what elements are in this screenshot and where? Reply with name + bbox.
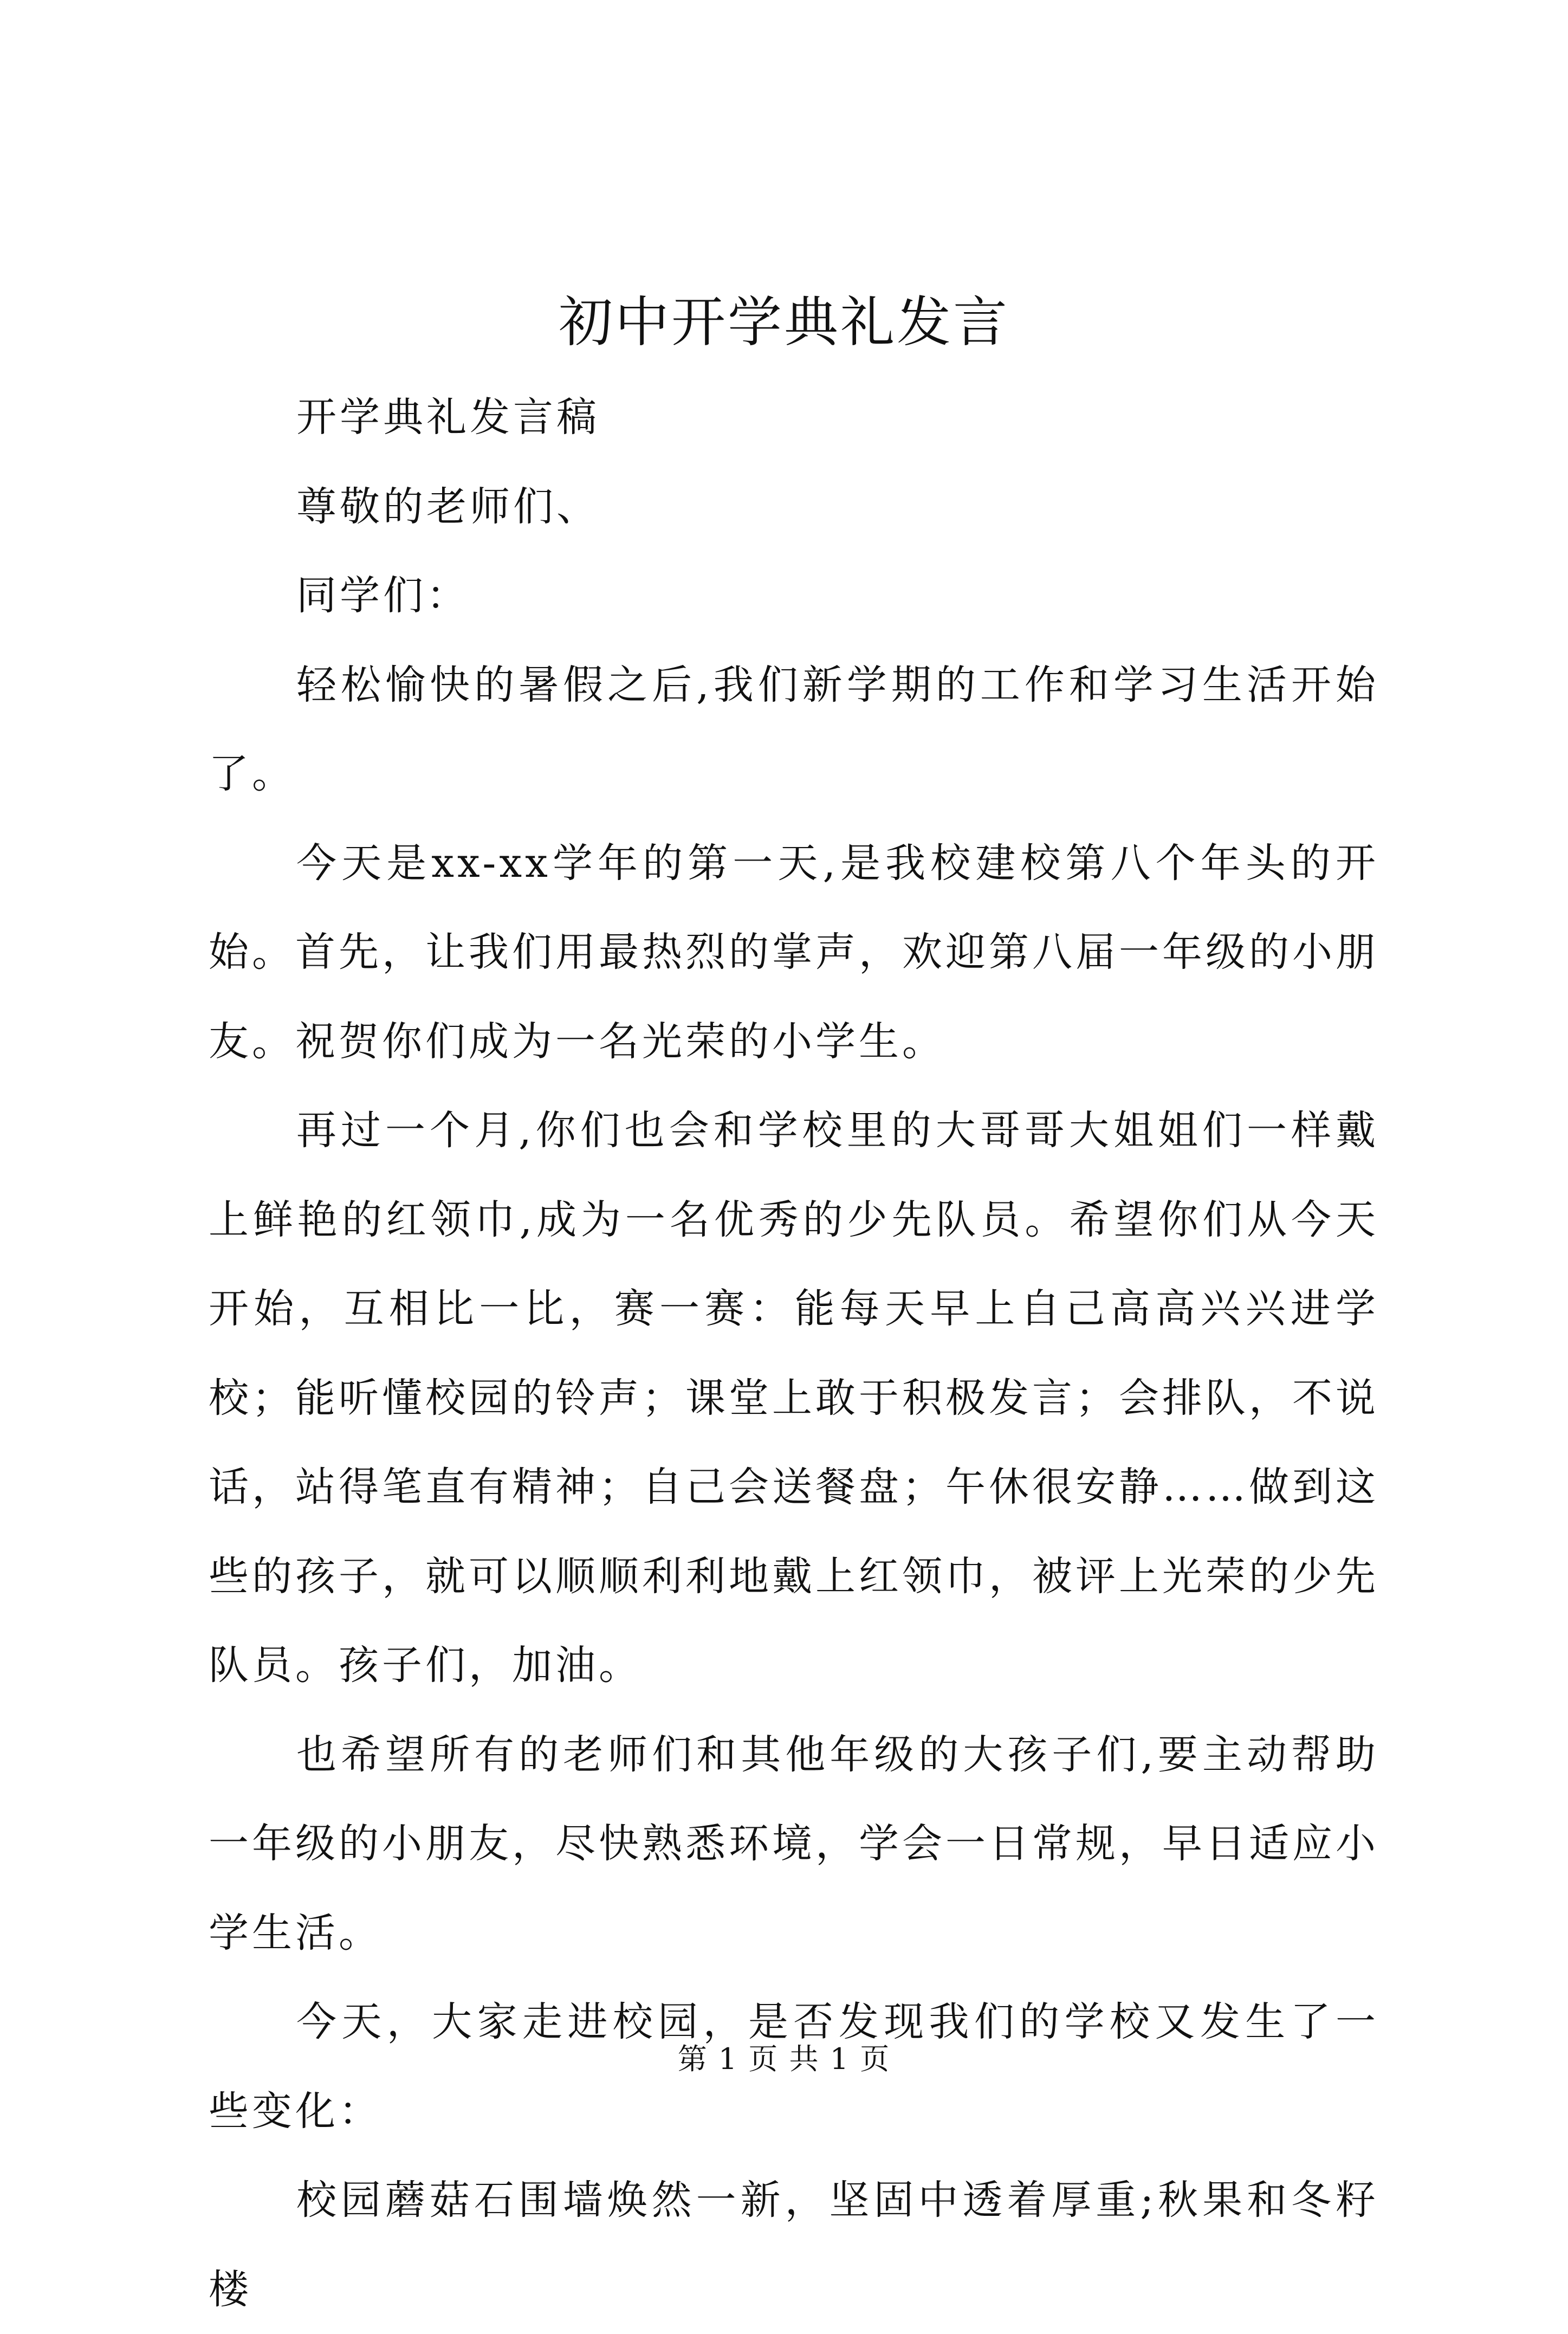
paragraph: 校园蘑菇石围墙焕然一新，坚固中透着厚重;秋果和冬籽楼 xyxy=(209,2177,1379,2313)
paragraph: 今天，大家走进校园，是否发现我们的学校又发生了一些变化： xyxy=(209,1999,1379,2135)
paragraph: 轻松愉快的暑假之后,我们新学期的工作和学习生活开始了。 xyxy=(209,661,1379,797)
document-title: 初中开学典礼发言 xyxy=(559,290,1009,354)
paragraph: 再过一个月,你们也会和学校里的大哥哥大姐姐们一样戴上鲜艳的红领巾,成为一名优秀的少先队员。希望你们从今天开始，互相比一比，赛一赛：能每天早上自己高高兴兴进学校；能听懂校园的铃声；课堂上敢于积极发言；会排队，不说话，站得笔直有精神；自己会送餐盘；午休很安静……做到这些的孩子，就可以顺顺利利地戴上红领巾，被评上光荣的少先队员。孩子们，加油。 xyxy=(209,1107,1379,1689)
paragraph: 开学典礼发言稿 xyxy=(296,394,600,441)
paragraph: 同学们： xyxy=(296,572,470,619)
paragraph: 今天是xx-xx学年的第一天,是我校建校第八个年头的开始。首先，让我们用最热烈的掌声，欢迎第八届一年级的小朋友。祝贺你们成为一名光荣的小学生。 xyxy=(209,839,1379,1065)
paragraph: 尊敬的老师们、 xyxy=(296,483,600,530)
paragraph: 也希望所有的老师们和其他年级的大孩子们,要主动帮助一年级的小朋友，尽快熟悉环境，学会一日常规，早日适应小学生活。 xyxy=(209,1731,1379,1956)
page-number-footer: 第 1 页 共 1 页 xyxy=(677,2042,891,2076)
